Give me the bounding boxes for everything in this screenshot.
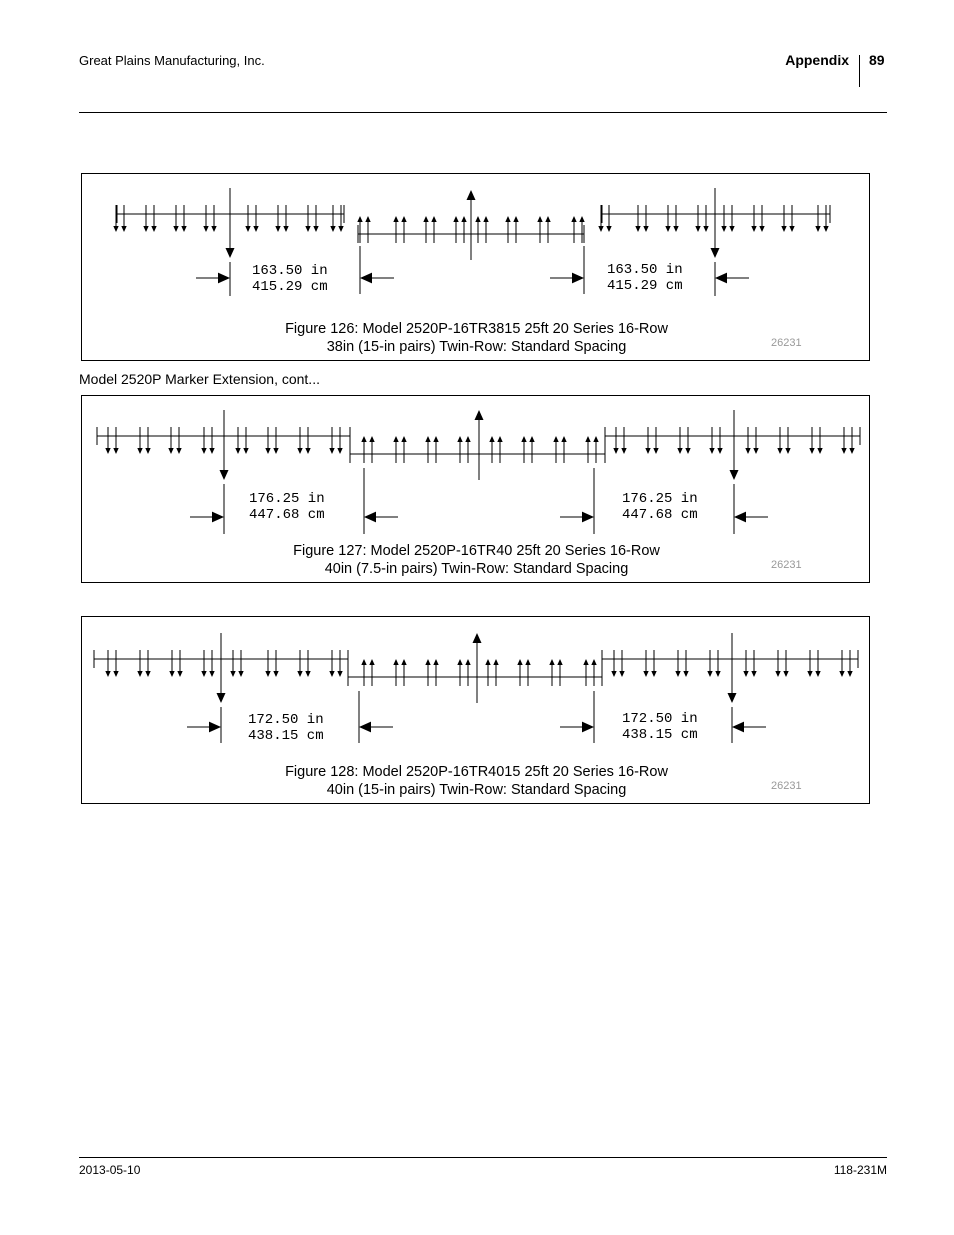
right-centimeters: 415.29 cm <box>607 278 683 294</box>
row-arrow <box>841 448 846 454</box>
row-arrow <box>593 436 598 442</box>
row-arrow <box>643 226 648 232</box>
row-arrow <box>703 226 708 232</box>
row-arrow <box>393 436 398 442</box>
row-arrow <box>169 671 174 677</box>
figure-caption <box>82 763 871 799</box>
center-arrow <box>473 633 482 643</box>
row-arrow <box>337 448 342 454</box>
row-arrow <box>151 226 156 232</box>
row-arrow <box>598 226 603 232</box>
row-arrow <box>683 671 688 677</box>
row-arrow <box>537 216 542 222</box>
row-arrow <box>606 226 611 232</box>
row-arrow <box>361 659 366 665</box>
row-arrow <box>645 448 650 454</box>
row-arrow <box>745 448 750 454</box>
dimension-arrow <box>572 273 584 284</box>
row-arrow <box>113 448 118 454</box>
row-arrow <box>815 671 820 677</box>
row-arrow <box>483 216 488 222</box>
row-arrow <box>643 671 648 677</box>
dimension-arrow <box>209 722 221 733</box>
row-arrow <box>265 671 270 677</box>
row-arrow <box>721 226 726 232</box>
caption-line-1: Figure 126: Model 2520P-16TR3815 25ft 20 Series 16-Row <box>285 321 668 337</box>
row-arrow <box>121 226 126 232</box>
row-arrow <box>143 226 148 232</box>
row-arrow <box>329 671 334 677</box>
row-arrow <box>365 216 370 222</box>
part-number: 26231 <box>771 780 802 792</box>
figure-caption <box>82 542 871 578</box>
row-arrow <box>137 671 142 677</box>
figure-126 <box>81 173 870 361</box>
part-number: 26231 <box>771 559 802 571</box>
row-arrow <box>297 448 302 454</box>
center-arrow <box>467 190 476 200</box>
row-arrow <box>201 671 206 677</box>
row-arrow <box>651 671 656 677</box>
row-arrow <box>557 659 562 665</box>
center-arrow <box>217 693 226 703</box>
row-arrow <box>203 226 208 232</box>
row-arrow <box>809 448 814 454</box>
row-arrow <box>789 226 794 232</box>
row-arrow <box>751 671 756 677</box>
row-arrow <box>685 448 690 454</box>
row-arrow <box>105 448 110 454</box>
row-arrow <box>176 448 181 454</box>
row-arrow <box>393 216 398 222</box>
part-number: 26231 <box>771 337 802 349</box>
row-arrow <box>168 448 173 454</box>
row-arrow <box>243 448 248 454</box>
row-arrow <box>297 671 302 677</box>
row-arrow <box>621 448 626 454</box>
row-arrow <box>209 448 214 454</box>
right-inches: 176.25 in <box>622 491 698 507</box>
row-arrow <box>777 448 782 454</box>
row-arrow <box>695 226 700 232</box>
row-arrow <box>489 436 494 442</box>
row-arrow <box>230 671 235 677</box>
row-arrow <box>529 436 534 442</box>
caption-line-1: Figure 128: Model 2520P-16TR4015 25ft 20 Series 16-Row <box>285 764 668 780</box>
row-arrow <box>273 448 278 454</box>
row-arrow <box>369 436 374 442</box>
dimension-arrow <box>715 273 727 284</box>
row-arrow <box>753 448 758 454</box>
row-arrow <box>619 671 624 677</box>
row-arrow <box>715 671 720 677</box>
figure-caption <box>82 320 871 356</box>
row-arrow <box>245 226 250 232</box>
row-arrow <box>635 226 640 232</box>
row-arrow <box>181 226 186 232</box>
row-arrow <box>781 226 786 232</box>
row-arrow <box>211 226 216 232</box>
company-name: Great Plains Manufacturing, Inc. <box>79 53 265 68</box>
row-arrow <box>561 436 566 442</box>
row-arrow <box>707 671 712 677</box>
row-arrow <box>113 671 118 677</box>
row-arrow <box>145 671 150 677</box>
row-arrow <box>338 226 343 232</box>
row-arrow <box>823 226 828 232</box>
dimension-arrow <box>582 512 594 523</box>
row-arrow <box>505 216 510 222</box>
row-arrow <box>751 226 756 232</box>
header-divider <box>859 55 860 87</box>
row-arrow <box>653 448 658 454</box>
row-arrow <box>461 216 466 222</box>
row-arrow <box>497 436 502 442</box>
figure-127 <box>81 395 870 583</box>
right-inches: 172.50 in <box>622 711 698 727</box>
row-arrow <box>369 659 374 665</box>
row-arrow <box>485 659 490 665</box>
caption-line-2: 38in (15-in pairs) Twin-Row: Standard Spacing <box>326 339 627 355</box>
left-inches: 176.25 in <box>249 491 325 507</box>
row-arrow <box>425 436 430 442</box>
row-arrow <box>729 226 734 232</box>
row-arrow <box>253 226 258 232</box>
dimension-arrow <box>218 273 230 284</box>
row-arrow <box>665 226 670 232</box>
row-arrow <box>583 659 588 665</box>
dimension-arrow <box>359 722 371 733</box>
row-arrow <box>677 448 682 454</box>
center-arrow <box>475 410 484 420</box>
row-arrow <box>585 436 590 442</box>
row-arrow <box>401 436 406 442</box>
row-arrow <box>465 436 470 442</box>
row-arrow <box>361 436 366 442</box>
row-arrow <box>329 448 334 454</box>
row-arrow <box>549 659 554 665</box>
row-arrow <box>453 216 458 222</box>
left-centimeters: 447.68 cm <box>249 507 325 523</box>
row-arrow <box>743 671 748 677</box>
row-arrow <box>431 216 436 222</box>
row-arrow <box>305 671 310 677</box>
row-arrow <box>613 448 618 454</box>
row-arrow <box>313 226 318 232</box>
row-arrow <box>611 671 616 677</box>
row-arrow <box>275 226 280 232</box>
row-arrow <box>759 226 764 232</box>
section-title: Appendix <box>785 52 849 68</box>
right-centimeters: 447.68 cm <box>622 507 698 523</box>
row-arrow <box>517 659 522 665</box>
row-arrow <box>457 659 462 665</box>
row-arrow <box>717 448 722 454</box>
row-arrow <box>145 448 150 454</box>
row-arrow <box>357 216 362 222</box>
row-arrow <box>775 671 780 677</box>
row-arrow <box>849 448 854 454</box>
left-centimeters: 415.29 cm <box>252 279 328 295</box>
row-arrow <box>105 671 110 677</box>
caption-line-2: 40in (7.5-in pairs) Twin-Row: Standard Spacing <box>324 561 629 577</box>
row-arrow <box>305 448 310 454</box>
row-arrow <box>475 216 480 222</box>
row-arrow <box>571 216 576 222</box>
row-arrow <box>137 448 142 454</box>
row-arrow <box>785 448 790 454</box>
row-arrow <box>553 436 558 442</box>
left-inches: 172.50 in <box>248 712 324 728</box>
right-measurement <box>607 262 683 294</box>
page-number: 89 <box>869 52 885 68</box>
right-measurement <box>622 711 698 743</box>
row-arrow <box>265 448 270 454</box>
row-arrow <box>330 226 335 232</box>
dimension-arrow <box>734 512 746 523</box>
row-arrow <box>513 216 518 222</box>
dimension-arrow <box>212 512 224 523</box>
row-arrow <box>457 436 462 442</box>
dimension-arrow <box>732 722 744 733</box>
row-arrow <box>525 659 530 665</box>
header-rule <box>79 112 887 113</box>
footer-rule <box>79 1157 887 1158</box>
row-arrow <box>113 226 118 232</box>
footer-doc-number: 118-231M <box>833 1163 887 1177</box>
row-arrow <box>209 671 214 677</box>
row-arrow <box>673 226 678 232</box>
right-inches: 163.50 in <box>607 262 683 278</box>
caption-line-2: 40in (15-in pairs) Twin-Row: Standard Spacing <box>326 782 627 798</box>
row-arrow <box>493 659 498 665</box>
row-arrow <box>401 216 406 222</box>
right-centimeters: 438.15 cm <box>622 727 698 743</box>
row-arrow <box>521 436 526 442</box>
center-arrow <box>711 248 720 258</box>
row-arrow <box>235 448 240 454</box>
figure-128 <box>81 616 870 804</box>
row-arrow <box>201 448 206 454</box>
row-arrow <box>817 448 822 454</box>
row-arrow <box>839 671 844 677</box>
left-measurement <box>252 263 328 295</box>
left-inches: 163.50 in <box>252 263 328 279</box>
center-arrow <box>220 470 229 480</box>
row-arrow <box>433 436 438 442</box>
row-arrow <box>709 448 714 454</box>
row-arrow <box>305 226 310 232</box>
row-arrow <box>847 671 852 677</box>
dimension-arrow <box>582 722 594 733</box>
row-arrow <box>815 226 820 232</box>
row-arrow <box>337 671 342 677</box>
row-arrow <box>423 216 428 222</box>
row-arrow <box>465 659 470 665</box>
row-arrow <box>273 671 278 677</box>
row-arrow <box>238 671 243 677</box>
right-measurement <box>622 491 698 523</box>
left-measurement <box>248 712 324 744</box>
left-measurement <box>249 491 325 523</box>
row-arrow <box>579 216 584 222</box>
footer-date: 2013-05-10 <box>79 1163 141 1177</box>
row-arrow <box>283 226 288 232</box>
center-arrow <box>730 470 739 480</box>
row-arrow <box>783 671 788 677</box>
dimension-arrow <box>360 273 372 284</box>
row-arrow <box>173 226 178 232</box>
row-arrow <box>807 671 812 677</box>
row-arrow <box>177 671 182 677</box>
center-arrow <box>226 248 235 258</box>
row-arrow <box>675 671 680 677</box>
row-arrow <box>433 659 438 665</box>
dimension-arrow <box>364 512 376 523</box>
caption-line-1: Figure 127: Model 2520P-16TR40 25ft 20 Series 16-Row <box>293 543 660 559</box>
row-arrow <box>425 659 430 665</box>
row-arrow <box>393 659 398 665</box>
row-arrow <box>401 659 406 665</box>
left-centimeters: 438.15 cm <box>248 728 324 744</box>
row-arrow <box>545 216 550 222</box>
center-arrow <box>728 693 737 703</box>
continuation-text: Model 2520P Marker Extension, cont... <box>79 371 320 387</box>
row-arrow <box>591 659 596 665</box>
